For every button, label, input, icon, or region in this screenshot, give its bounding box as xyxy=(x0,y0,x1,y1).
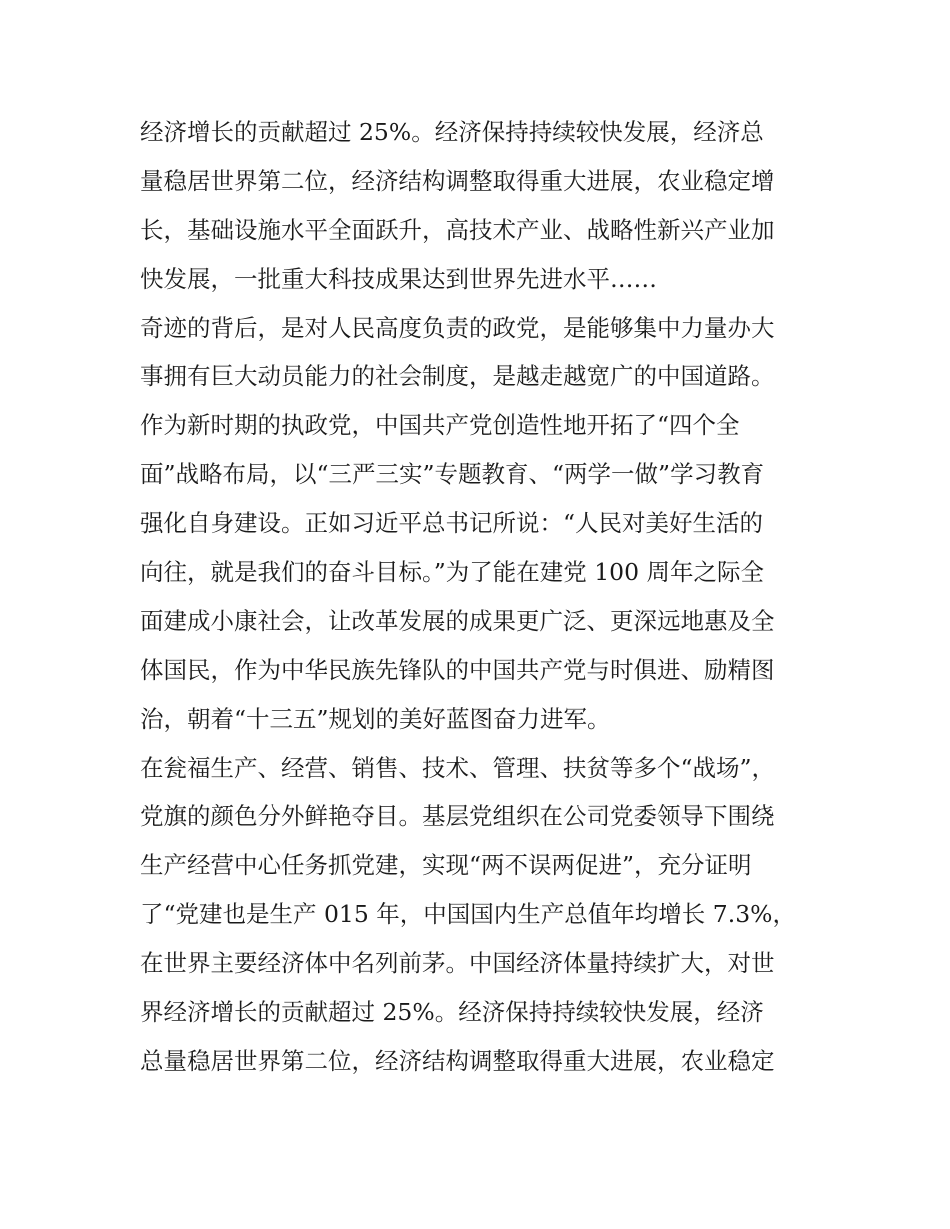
text-line: 总量稳居世界第二位，经济结构调整取得重大进展，农业稳定 xyxy=(140,1046,775,1075)
text-line: 治，朝着“十三五”规划的美好蓝图奋力进军。 xyxy=(140,704,611,733)
text-line: 面建成小康社会，让改革发展的成果更广泛、更深远地惠及全 xyxy=(140,606,775,635)
text-line: 作为新时期的执政党，中国共产党创造性地开拓了“四个全 xyxy=(140,411,740,440)
text-line: 体国民，作为中华民族先锋队的中国共产党与时俱进、励精图 xyxy=(140,655,775,684)
text-line: 界经济增长的贡献超过 25%。经济保持持续较快发展，经济 xyxy=(140,998,764,1027)
text-line: 面”战略布局，以“三严三实”专题教育、“两学一做”学习教育 xyxy=(140,460,765,489)
text-line: 经济增长的贡献超过 25%。经济保持持续较快发展，经济总 xyxy=(140,118,764,146)
text-line: 生产经营中心任务抓党建，实现“两不误两促进”，充分证明 xyxy=(140,851,752,880)
text-line: 长，基础设施水平全面跃升，高技术产业、战略性新兴产业加 xyxy=(140,215,775,244)
text-line: 量稳居世界第二位，经济结构调整取得重大进展，农业稳定增 xyxy=(140,166,775,195)
text-line: 党旗的颜色分外鲜艳夺目。基层党组织在公司党委领导下围绕 xyxy=(140,802,775,831)
text-line: 快发展，一批重大科技成果达到世界先进水平…… xyxy=(140,264,657,293)
text-line: 强化自身建设。正如习近平总书记所说：“人民对美好生活的 xyxy=(140,509,764,538)
text-line: 在瓮福生产、经营、销售、技术、管理、扶贫等多个“战场”， xyxy=(140,753,776,782)
text-line: 奇迹的背后，是对人民高度负责的政党，是能够集中力量办大 xyxy=(140,313,775,342)
text-line: 了“党建也是生产 015 年，中国国内生产总值年均增长 7.3%， xyxy=(140,900,796,929)
text-line: 向往，就是我们的奋斗目标。”为了能在建党 100 周年之际全 xyxy=(140,558,765,587)
text-line: 事拥有巨大动员能力的社会制度，是越走越宽广的中国道路。 xyxy=(140,362,775,391)
text-line: 在世界主要经济体中名列前茅。中国经济体量持续扩大，对世 xyxy=(140,949,775,978)
body-text xyxy=(140,108,830,1086)
